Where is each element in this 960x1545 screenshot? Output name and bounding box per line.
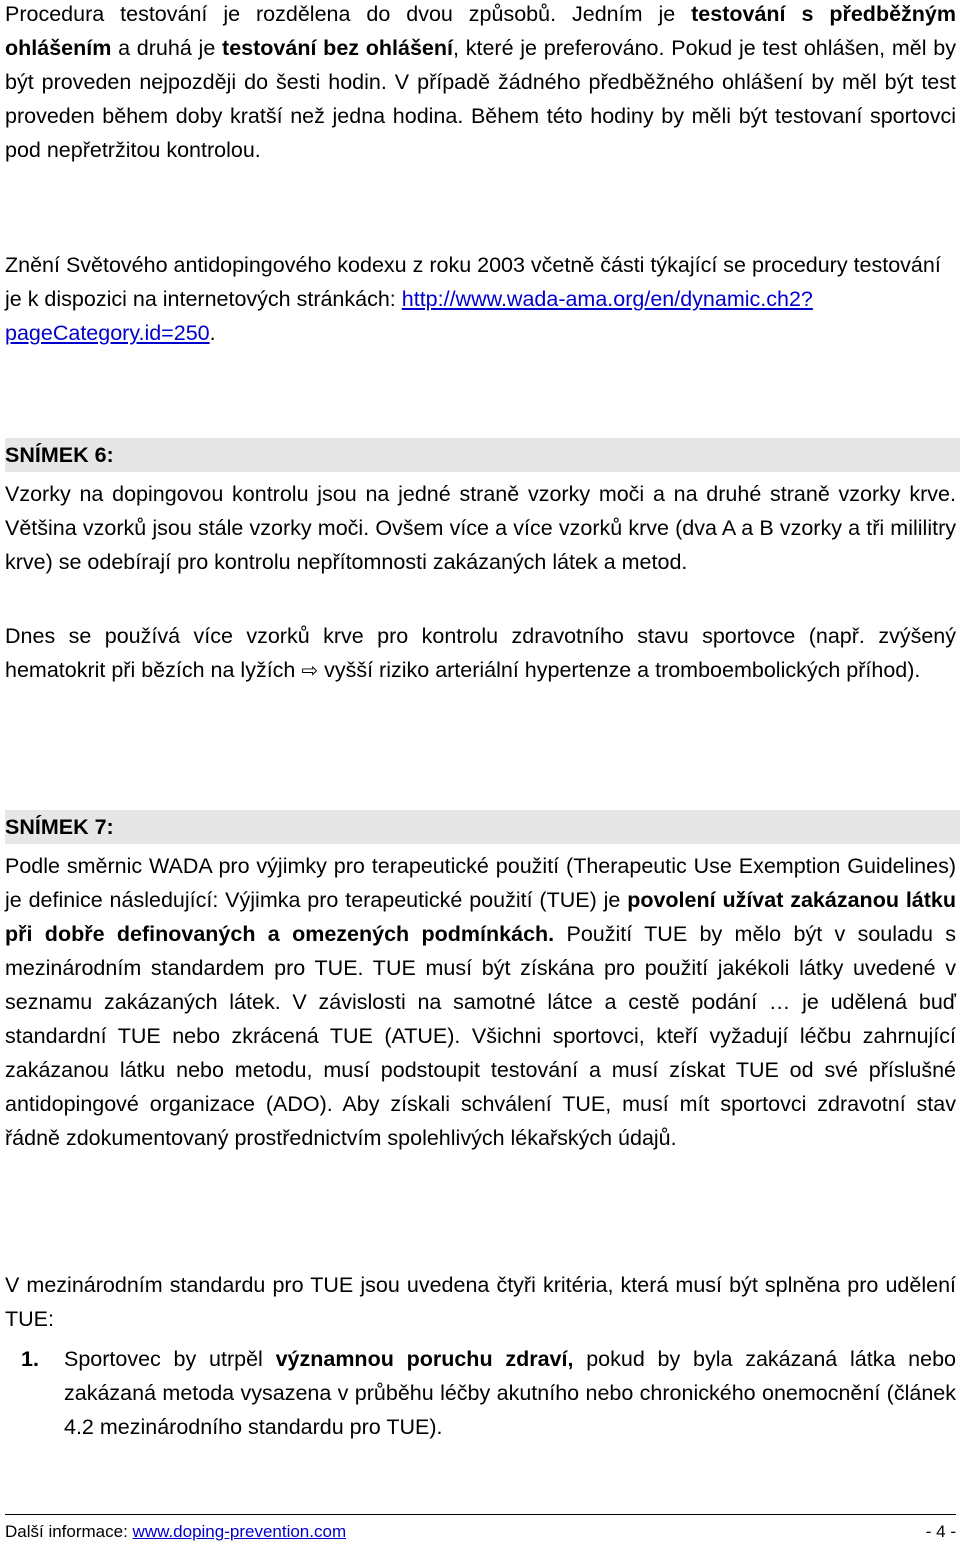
footer-divider <box>5 1514 956 1515</box>
footer-info <box>5 1521 346 1543</box>
list-item-text <box>64 1342 956 1444</box>
arrow-right-icon: ⇨ <box>301 660 319 682</box>
text: Dnes se používá více vzorků krve pro kontrolu zdravotního stavu sportovce (např. zvýšený hematokrit při bězích na lyžích <box>5 624 956 682</box>
text: , které je preferováno. Pokud je test ohlášen, měl by být proveden nejpozději do šesti hodin. V případě žádného předběžného ohlášení by měl být test proveden během doby kratší než jedna hodina. Během této hodiny by měli být testovaní sportovci pod nepřetržitou kontrolou. <box>5 36 956 162</box>
footer-label: Další informace: <box>5 1522 133 1541</box>
text: Podle směrnic WADA pro výjimky pro terapeutické použití (Therapeutic Use Exemption Guidelines) je definice následující: Výjimka pro terapeutické použití (TUE) je <box>5 854 956 912</box>
text: . <box>209 321 216 345</box>
text: Procedura testování je rozdělena do dvou způsobů. Jedním je <box>5 2 692 26</box>
slide-7-heading: SNÍMEK 7: <box>5 810 960 844</box>
list-number: 1. <box>21 1347 39 1371</box>
paragraph-samples: Vzorky na dopingovou kontrolu jsou na jedné straně vzorky moči a na druhé straně vzorky krve. Většina vzorků jsou stále vzorky moči. Ovšem více a více vzorků krve (dva A a B vzorky a tři mililitry krve) se odebírají pro kontrolu nepřítomnosti zakázaných látek a metod. <box>5 482 956 574</box>
text: a druhá je <box>111 36 223 60</box>
bold-text: povolení užívat zakázanou látku při dobře definovaných a omezených podmínkách. <box>5 888 956 946</box>
paragraph-blood-samples <box>5 619 956 688</box>
text: Sportovec by utrpěl <box>64 1347 276 1371</box>
text: vyšší riziko arteriální hypertenze a tromboembolických příhod). <box>318 658 921 682</box>
bold-text: testování s předběžným ohlášením <box>5 2 956 60</box>
paragraph-wada-code <box>5 248 956 350</box>
text: Použití TUE by mělo být v souladu s mezinárodním standardem pro TUE. TUE musí být získána pro použití jakékoli látky uvedené v seznamu zakázaných látek. V závislosti na samotné látce a cestě podání … je udělená buď standardní TUE nebo zkrácená TUE (ATUE). Všichni sportovci, kteří vyžadují léčbu zahrnující zakázanou látku nebo metodu, musí podstoupit testování a musí získat TUE od své příslušné antidopingové organizace (ADO). Aby získali schválení TUE, musí mít sportovci zdravotní stav řádně zdokumentovaný prostřednictvím spolehlivých lékařských údajů. <box>5 922 956 1150</box>
paragraph-tue-definition <box>5 849 956 1155</box>
bold-text: testování bez ohlášení <box>222 36 453 60</box>
footer-link[interactable]: www.doping-prevention.com <box>132 1522 347 1541</box>
slide-6-heading: SNÍMEK 6: <box>5 438 960 472</box>
bold-text: významnou poruchu zdraví, <box>275 1347 574 1371</box>
wada-link[interactable]: http://www.wada-ama.org/en/dynamic.ch2?pageCategory.id=250 <box>5 287 813 345</box>
text: Znění Světového antidopingového kodexu z roku 2003 včetně části týkající se procedury testování je k dispozici na internetových stránkách: <box>5 253 941 311</box>
page-number: - 4 - <box>925 1522 956 1541</box>
paragraph-tue-criteria: V mezinárodním standardu pro TUE jsou uvedena čtyři kritéria, která musí být splněna pro udělení TUE: <box>5 1273 956 1331</box>
text: pokud by byla zakázaná látka nebo zakázaná metoda vysazena v průběhu léčby akutního nebo chronického onemocnění (článek 4.2 mezinárodního standardu pro TUE). <box>64 1347 956 1439</box>
paragraph-testing-procedure <box>5 0 956 167</box>
